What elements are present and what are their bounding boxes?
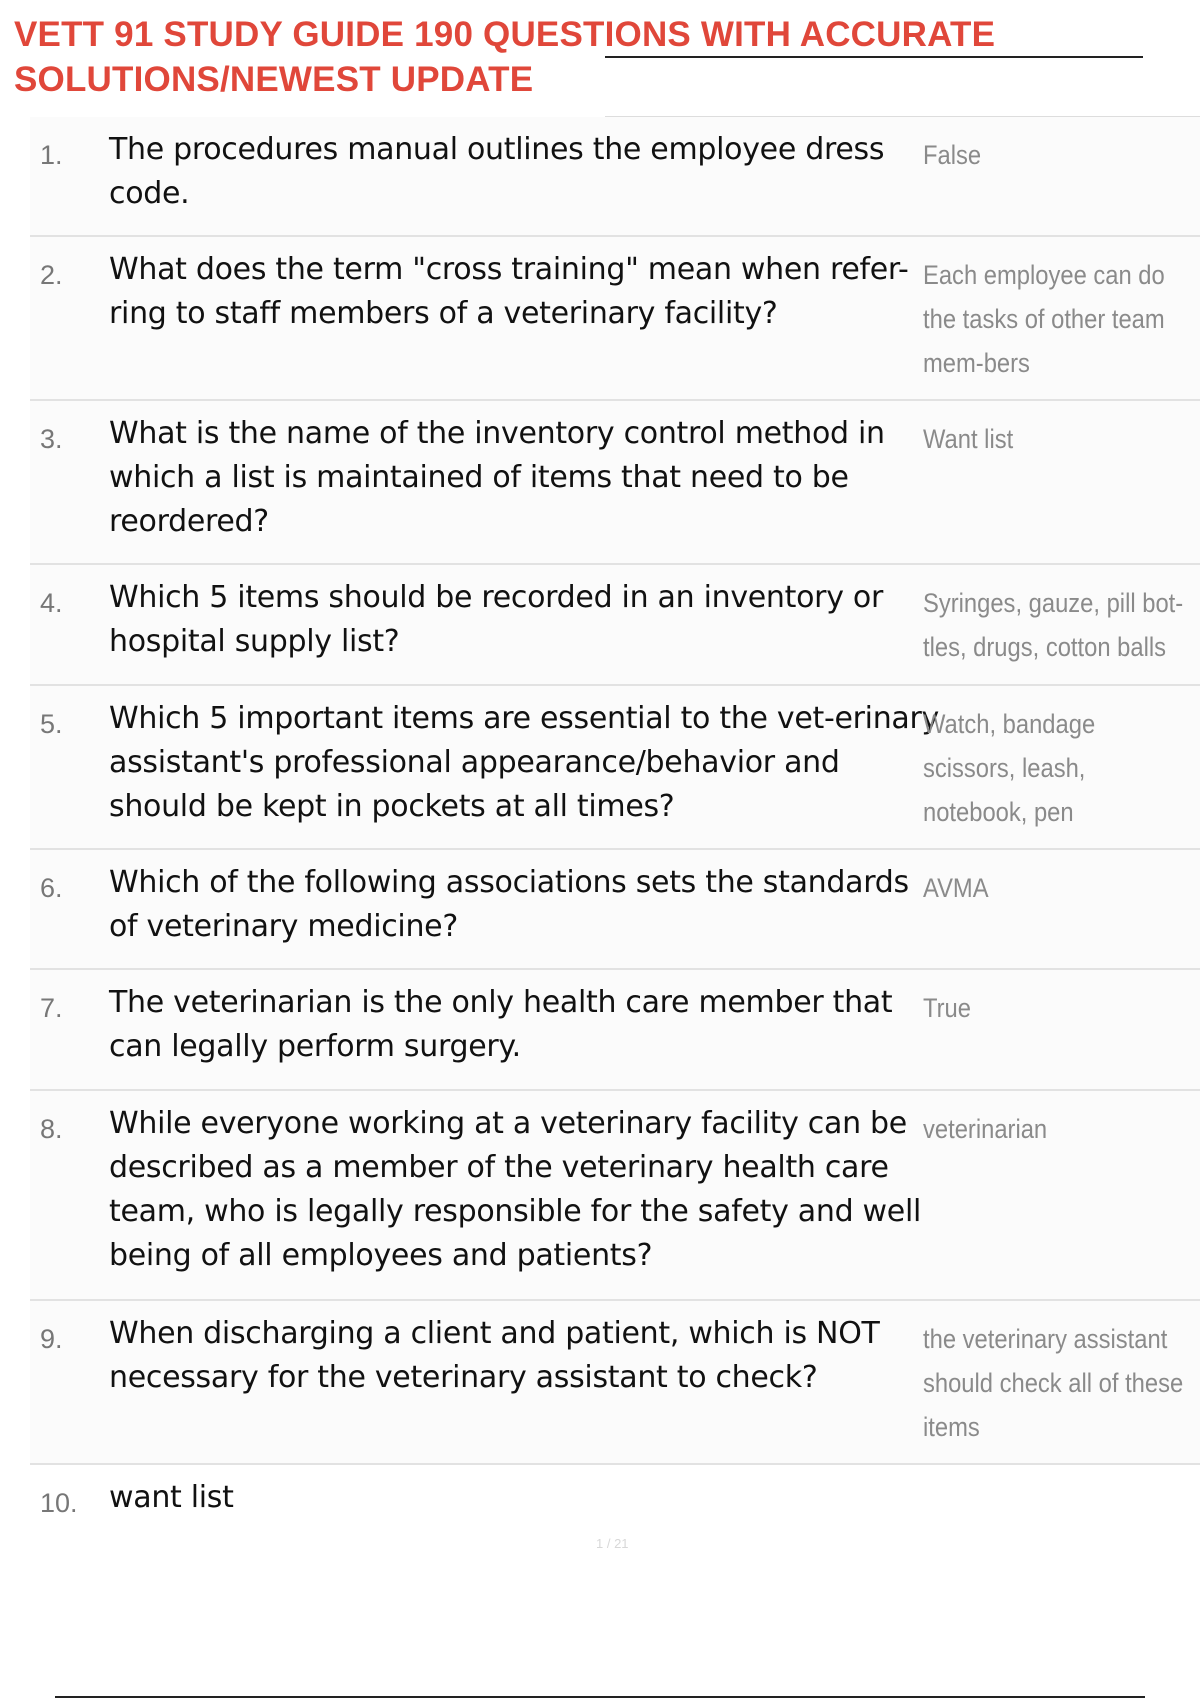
question-row-9 <box>30 1301 1200 1465</box>
answer-text: Syringes, gauze, pill bot-tles, drugs, cotton balls <box>923 588 1184 662</box>
question-text: While everyone working at a veterinary facility can be described as a member of the veterinary health care team, who is legally responsible for the safety and well being of all employees and patients? <box>109 1106 922 1273</box>
question-number: 6. <box>40 873 63 903</box>
question-row-10 <box>30 1465 1200 1535</box>
question-number: 5. <box>40 709 63 739</box>
question-row-6 <box>30 850 1200 970</box>
answer-text: Each employee can do the tasks of other team mem-bers <box>923 260 1165 378</box>
question-text: Which of the following associations sets the standards of veterinary medicine? <box>109 865 909 944</box>
question-number: 1. <box>40 140 63 170</box>
question-text: What is the name of the inventory control method in which a list is maintained of items that need to be reordered? <box>109 416 885 539</box>
answer-text: False <box>923 140 982 170</box>
question-row-7 <box>30 970 1200 1091</box>
question-row-5 <box>30 686 1200 850</box>
footer-rule <box>55 1696 1145 1698</box>
question-number: 10. <box>40 1488 78 1518</box>
question-row-8 <box>30 1091 1200 1301</box>
question-number: 8. <box>40 1114 63 1144</box>
question-row-2 <box>30 237 1200 401</box>
question-row-4 <box>30 565 1200 686</box>
answer-text: the veterinary assistant should check all of these items <box>923 1324 1184 1442</box>
question-list <box>30 117 1200 1535</box>
answer-text: Watch, bandage scissors, leash, notebook, pen <box>923 709 1096 827</box>
question-number: 4. <box>40 588 63 618</box>
title-rule <box>605 56 1143 58</box>
question-text: When discharging a client and patient, which is NOT necessary for the veterinary assistant to check? <box>109 1316 880 1395</box>
question-row-3 <box>30 401 1200 565</box>
question-number: 3. <box>40 424 63 454</box>
question-text: What does the term "cross training" mean when refer-ring to staff members of a veterinary facility? <box>109 252 909 331</box>
question-text: The procedures manual outlines the employee dress code. <box>109 132 885 211</box>
question-text: The veterinarian is the only health care member that can legally perform surgery. <box>109 985 893 1064</box>
question-number: 7. <box>40 993 63 1023</box>
question-number: 9. <box>40 1324 63 1354</box>
answer-text: Want list <box>923 424 1014 454</box>
answer-text: AVMA <box>923 873 989 903</box>
document-title: VETT 91 STUDY GUIDE 190 QUESTIONS WITH ACCURATE SOLUTIONS/NEWEST UPDATE <box>14 15 996 99</box>
page-number: 1 / 21 <box>596 1536 629 1551</box>
question-row-1 <box>30 117 1200 237</box>
question-text: Which 5 important items are essential to the vet-erinary assistant's professional appearance/behavior and should be kept in pockets at all times? <box>109 701 939 824</box>
answer-text: veterinarian <box>923 1114 1048 1144</box>
answer-text: True <box>923 993 971 1023</box>
question-text: Which 5 items should be recorded in an inventory or hospital supply list? <box>109 580 883 659</box>
question-number: 2. <box>40 260 63 290</box>
question-text: want list <box>109 1480 234 1515</box>
